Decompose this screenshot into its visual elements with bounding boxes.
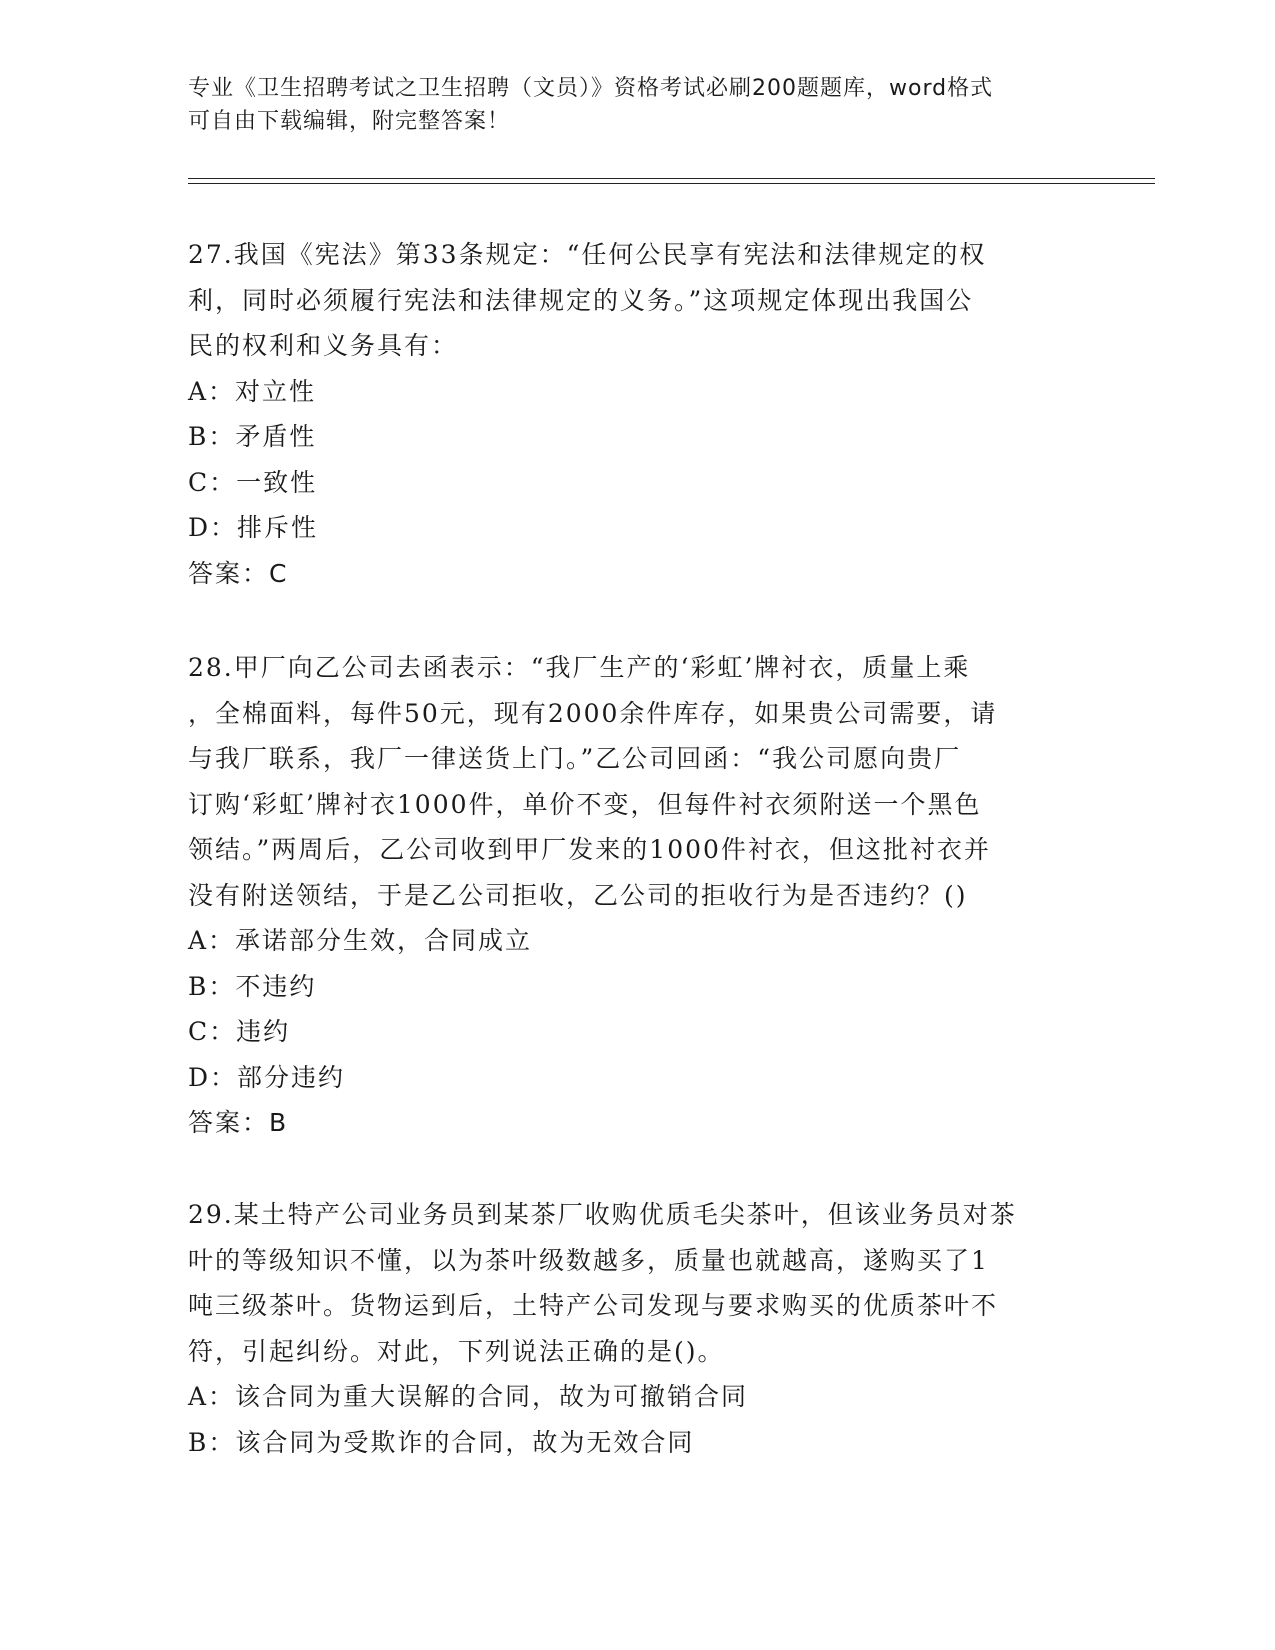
option-b: B：该合同为受欺诈的合同，故为无效合同 bbox=[188, 1427, 695, 1457]
question-stem-line: 27.我国《宪法》第33条规定：“任何公民享有宪法和法律规定的权 bbox=[188, 240, 987, 269]
question-27 bbox=[188, 232, 1088, 596]
question-stem-line: 利，同时必须履行宪法和法律规定的义务。”这项规定体现出我国公 bbox=[188, 285, 974, 315]
question-stem-line: 没有附送领结，于是乙公司拒收，乙公司的拒收行为是否违约？() bbox=[188, 880, 968, 910]
question-stem-line: 领结。”两周后，乙公司收到甲厂发来的1000件衬衣，但这批衬衣并 bbox=[188, 835, 991, 864]
answer: 答案：C bbox=[188, 558, 289, 588]
option-a: A：对立性 bbox=[188, 376, 317, 406]
question-stem-line: ，全棉面料，每件50元，现有2000余件库存，如果贵公司需要，请 bbox=[188, 698, 998, 728]
option-a: A：该合同为重大误解的合同，故为可撤销合同 bbox=[188, 1382, 749, 1411]
header-divider-bottom bbox=[188, 183, 1155, 184]
question-stem-line: 叶的等级知识不懂，以为茶叶级数越多，质量也就越高，遂购买了1 bbox=[188, 1245, 989, 1275]
option-d: D：部分违约 bbox=[188, 1062, 346, 1092]
question-28 bbox=[188, 645, 1088, 1146]
option-a: A：承诺部分生效，合同成立 bbox=[188, 926, 533, 955]
option-b: B：不违约 bbox=[188, 971, 317, 1001]
question-stem-line: 订购‘彩虹’牌衬衣1000件，单价不变，但每件衬衣须附送一个黑色 bbox=[188, 789, 982, 819]
option-b: B：矛盾性 bbox=[188, 422, 317, 451]
question-stem-line: 吨三级茶叶。货物运到后，土特产公司发现与要求购买的优质茶叶不 bbox=[188, 1291, 999, 1320]
question-29 bbox=[188, 1192, 1088, 1465]
header-title-line-2: 可自由下载编辑，附完整答案！ bbox=[188, 109, 511, 134]
option-d: D：排斥性 bbox=[188, 513, 319, 542]
option-c: C：一致性 bbox=[188, 467, 318, 497]
header-title-line-1: 专业《卫生招聘考试之卫生招聘（文员）》资格考试必刷200题题库，word格式 bbox=[188, 76, 994, 101]
question-stem-line: 民的权利和义务具有： bbox=[188, 331, 459, 360]
answer: 答案：B bbox=[188, 1108, 289, 1137]
question-stem-line: 29.某土特产公司业务员到某茶厂收购优质毛尖茶叶，但该业务员对茶 bbox=[188, 1200, 1017, 1229]
question-stem-line: 与我厂联系，我厂一律送货上门。”乙公司回函：“我公司愿向贵厂 bbox=[188, 744, 962, 773]
question-stem-line: 28.甲厂向乙公司去函表示：“我厂生产的‘彩虹’牌衬衣，质量上乘 bbox=[188, 653, 971, 682]
header-divider-top bbox=[188, 178, 1155, 179]
document-header bbox=[188, 72, 1068, 138]
option-c: C：违约 bbox=[188, 1017, 291, 1046]
question-stem-line: 符，引起纠纷。对此，下列说法正确的是()。 bbox=[188, 1336, 725, 1366]
